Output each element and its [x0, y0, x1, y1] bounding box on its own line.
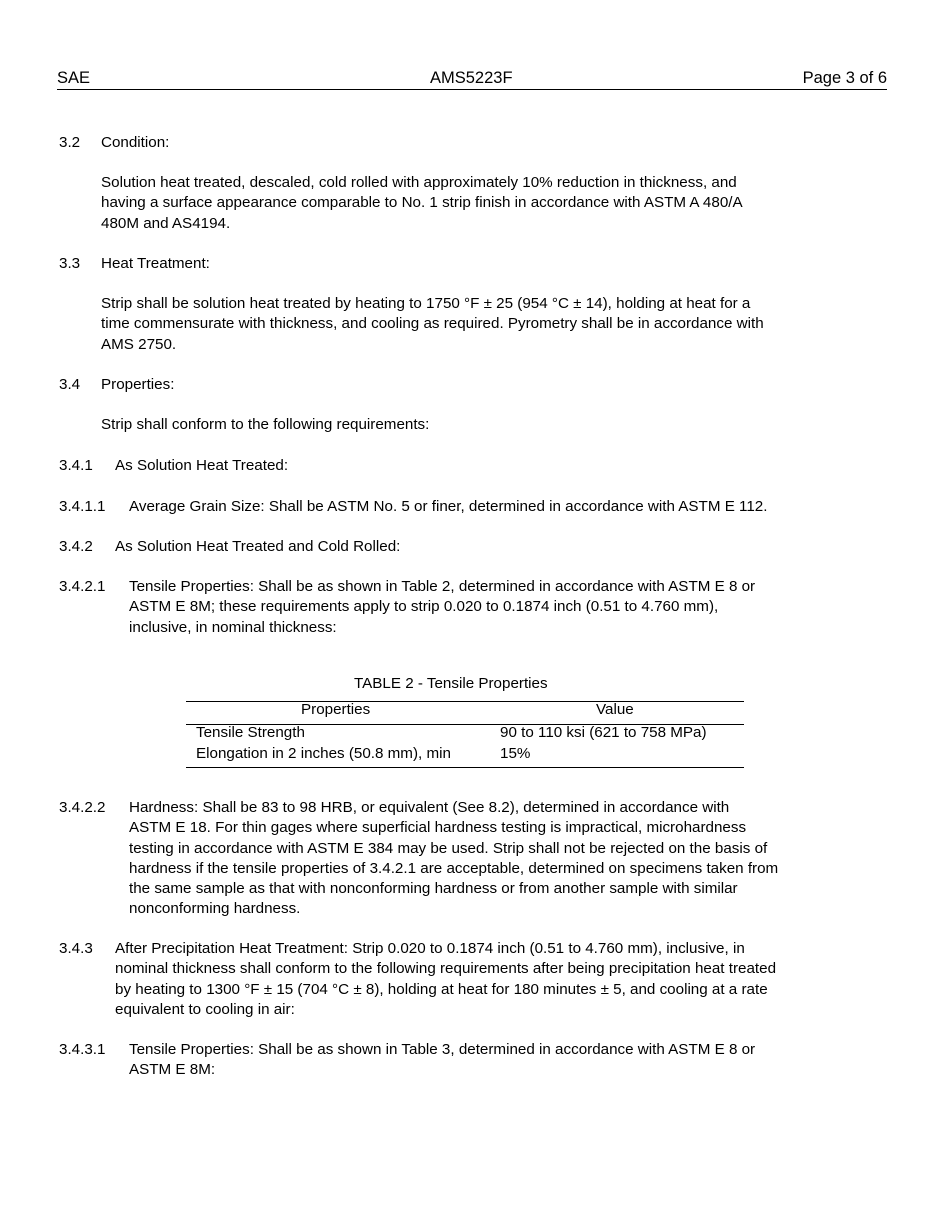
text-line: Solution heat treated, descaled, cold rolled with approximately 10% reduction in thickness, and	[101, 174, 737, 191]
text-line: nominal thickness shall conform to the following requirements after being precipitation heat treated	[115, 960, 777, 978]
table-top-rule	[186, 701, 744, 702]
text-line: hardness if the tensile properties of 3.4.2.1 are acceptable, determined on specimens taken from	[129, 859, 779, 877]
text-line: time commensurate with thickness, and cooling as required. Pyrometry shall be in accordance with	[101, 315, 764, 333]
text-line: After Precipitation Heat Treatment: Strip 0.020 to 0.1874 inch (0.51 to 4.760 mm), inclusive, in	[115, 940, 745, 957]
section-number: 3.4.3.1	[59, 1041, 106, 1058]
section-body	[129, 1040, 755, 1081]
section-body	[101, 173, 743, 234]
section-title: Properties:	[101, 376, 175, 393]
section-body	[101, 294, 764, 355]
section-number: 3.2	[59, 134, 81, 151]
text-line: ASTM E 8M:	[129, 1061, 216, 1079]
table-bottom-rule	[186, 767, 744, 768]
section-body	[129, 798, 778, 920]
section-title: As Solution Heat Treated:	[115, 457, 289, 474]
header-doc-number: AMS5223F	[430, 69, 513, 87]
text-line: Tensile Properties: Shall be as shown in Table 3, determined in accordance with ASTM E 8 or	[129, 1041, 756, 1058]
section-number: 3.4.3	[59, 940, 93, 957]
table-header-properties: Properties	[301, 701, 371, 718]
table-cell-property: Tensile Strength	[196, 724, 305, 741]
table-title: TABLE 2 - Tensile Properties	[354, 675, 548, 692]
section-title: Condition:	[101, 134, 170, 151]
section-number: 3.3	[59, 255, 81, 272]
table-header-value: Value	[596, 701, 634, 718]
text-line: nonconforming hardness.	[129, 900, 301, 918]
section-title: Heat Treatment:	[101, 255, 210, 272]
text-line: AMS 2750.	[101, 335, 177, 353]
text-line: the same sample as that with nonconforming hardness or from another sample with similar	[129, 880, 738, 898]
section-body	[115, 939, 776, 1020]
text-line: Hardness: Shall be 83 to 98 HRB, or equivalent (See 8.2), determined in accordance with	[129, 799, 730, 816]
section-number: 3.4.2.1	[59, 578, 106, 595]
text-line: ASTM E 8M; these requirements apply to strip 0.020 to 0.1874 inch (0.51 to 4.760 mm),	[129, 598, 719, 616]
section-number: 3.4.1	[59, 457, 93, 474]
text-line: having a surface appearance comparable to No. 1 strip finish in accordance with ASTM A 480/A	[101, 194, 743, 212]
text-line: Strip shall be solution heat treated by heating to 1750 °F ± 25 (954 °C ± 14), holding at heat for a	[101, 295, 751, 312]
section-number: 3.4.2	[59, 538, 93, 555]
header-page-number: Page 3 of 6	[802, 69, 887, 87]
text-line: equivalent to cooling in air:	[115, 1000, 295, 1018]
section-title: As Solution Heat Treated and Cold Rolled:	[115, 538, 401, 555]
section-body: Average Grain Size: Shall be ASTM No. 5 or finer, determined in accordance with ASTM E 112.	[129, 498, 768, 515]
text-line: Tensile Properties: Shall be as shown in Table 2, determined in accordance with ASTM E 8 or	[129, 578, 756, 595]
text-line: testing in accordance with ASTM E 384 may be used. Strip shall not be rejected on the basis of	[129, 839, 768, 857]
page-header	[57, 68, 887, 90]
table-cell-property: Elongation in 2 inches (50.8 mm), min	[196, 745, 451, 762]
section-number: 3.4.1.1	[59, 498, 106, 515]
section-body	[101, 415, 429, 435]
text-line: Strip shall conform to the following requirements:	[101, 416, 430, 433]
table-cell-value: 90 to 110 ksi (621 to 758 MPa)	[500, 724, 707, 741]
section-number: 3.4	[59, 376, 81, 393]
section-number: 3.4.2.2	[59, 799, 106, 816]
table-cell-value: 15%	[500, 745, 531, 762]
text-line: inclusive, in nominal thickness:	[129, 618, 337, 636]
section-body	[129, 577, 755, 638]
text-line: 480M and AS4194.	[101, 214, 231, 232]
header-org: SAE	[57, 69, 91, 87]
text-line: ASTM E 18. For thin gages where superficial hardness testing is impractical, microhardness	[129, 819, 747, 837]
text-line: by heating to 1300 °F ± 15 (704 °C ± 8), holding at heat for 180 minutes ± 5, and cooling at a rate	[115, 980, 768, 998]
